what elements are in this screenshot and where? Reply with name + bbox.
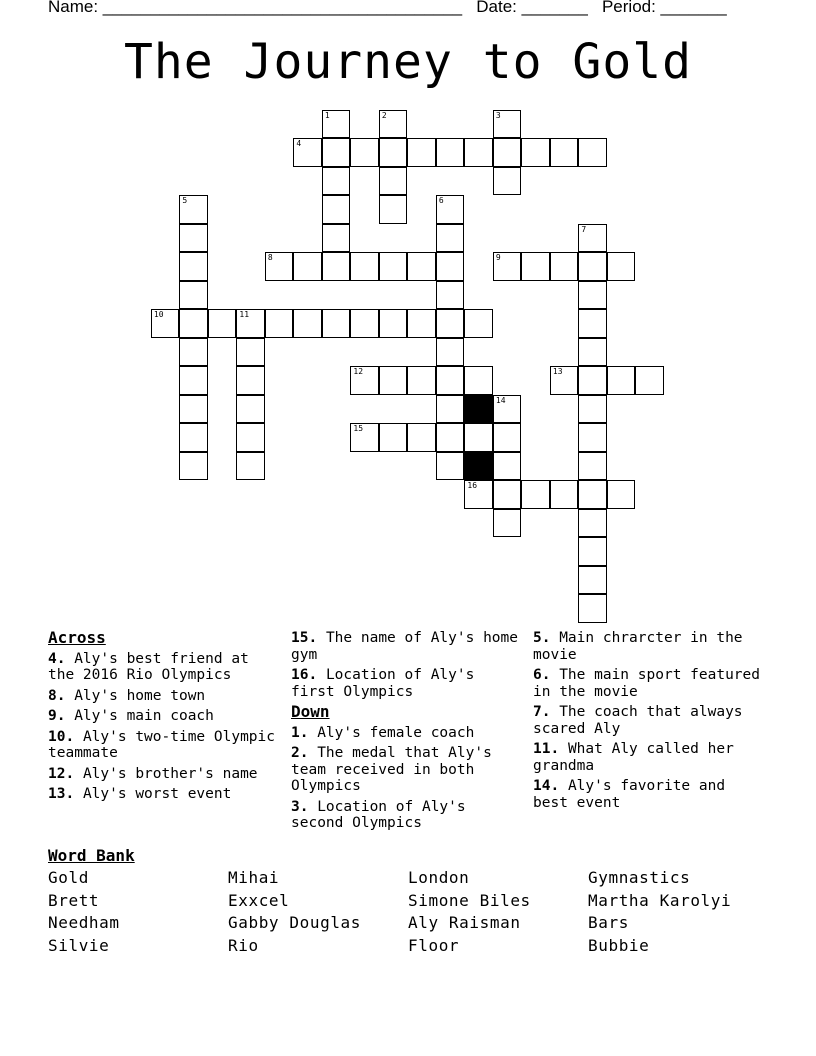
grid-cell[interactable] (464, 423, 493, 452)
grid-cell[interactable] (436, 338, 465, 367)
grid-cell[interactable] (179, 452, 208, 481)
grid-cell[interactable] (407, 252, 436, 281)
word-bank-item: Martha Karolyi (588, 890, 732, 910)
grid-cell[interactable] (578, 452, 607, 481)
grid-cell[interactable] (436, 452, 465, 481)
clue-number: 8 (267, 253, 273, 263)
grid-cell[interactable] (151, 309, 180, 338)
grid-cell[interactable] (493, 509, 522, 538)
clue-number: 4 (296, 139, 302, 149)
clue-across-9: 9. Aly's main coach (48, 708, 214, 724)
grid-cell[interactable] (493, 423, 522, 452)
clue-across-15: 15. The name of Aly's home gym (291, 630, 518, 663)
grid-cell[interactable] (407, 309, 436, 338)
grid-cell[interactable] (179, 224, 208, 253)
clue-down-5: 5. Main chrarcter in the movie (533, 630, 743, 663)
date-field[interactable]: Date: _______ (476, 0, 588, 16)
grid-cell[interactable] (379, 110, 408, 139)
grid-cell[interactable] (293, 138, 322, 167)
grid-cell[interactable] (493, 138, 522, 167)
word-bank-item: Bars (588, 913, 629, 932)
grid-cell[interactable] (578, 281, 607, 310)
grid-cell[interactable] (493, 480, 522, 509)
grid-cell[interactable] (322, 110, 351, 139)
clue-number: 2 (381, 110, 387, 120)
word-bank-item: London (408, 868, 470, 887)
word-bank-item: Needham (48, 913, 120, 932)
grid-cell[interactable] (350, 309, 379, 338)
clue-number: 5 (182, 196, 188, 206)
grid-cell[interactable] (578, 509, 607, 538)
grid-cell[interactable] (493, 452, 522, 481)
word-bank-heading: Word Bank (48, 846, 135, 865)
clue-across-8: 8. Aly's home town (48, 687, 206, 704)
clue-across-16: 16. Location of Aly's first Olympics (291, 667, 475, 700)
clue-number: 3 (495, 110, 501, 120)
clue-number: 12 (353, 367, 364, 377)
clue-number: 15 (353, 424, 364, 434)
grid-cell[interactable] (236, 366, 265, 395)
grid-cell[interactable] (635, 366, 664, 395)
clue-number: 16 (467, 481, 478, 491)
clue-down-3: 3. Location of Aly's second Olympics (291, 798, 466, 831)
grid-cell[interactable] (578, 224, 607, 253)
grid-cell[interactable] (550, 252, 579, 281)
grid-cell[interactable] (578, 366, 607, 395)
clue-across-4: 4. Aly's best friend at the 2016 Rio Olympics (48, 650, 249, 683)
word-bank-item: Brett (48, 890, 100, 910)
grid-cell[interactable] (578, 338, 607, 367)
puzzle-title: The Journey to Gold (123, 34, 693, 90)
grid-cell[interactable] (236, 452, 265, 481)
grid-cell[interactable] (265, 252, 294, 281)
clue-down-14: 14. Aly's favorite and best event (533, 778, 726, 811)
word-bank-item: Mihai (228, 868, 280, 887)
grid-cell[interactable] (436, 138, 465, 167)
down-heading: Down (291, 702, 330, 721)
grid-cell[interactable] (379, 167, 408, 196)
grid-cell[interactable] (521, 252, 550, 281)
grid-cell[interactable] (578, 480, 607, 509)
grid-cell[interactable] (265, 309, 294, 338)
blocked-cell (464, 452, 493, 481)
grid-cell[interactable] (407, 138, 436, 167)
clue-down-6: 6. The main sport featured in the movie (533, 667, 760, 700)
grid-cell[interactable] (550, 138, 579, 167)
grid-cell[interactable] (322, 138, 351, 167)
grid-cell[interactable] (379, 195, 408, 224)
grid-cell[interactable] (179, 252, 208, 281)
grid-cell[interactable] (208, 309, 237, 338)
grid-cell[interactable] (322, 167, 351, 196)
word-bank-item: Floor (408, 935, 460, 955)
grid-cell[interactable] (578, 309, 607, 338)
clue-down-2: 2. The medal that Aly's team received in both Olympics (291, 745, 492, 794)
grid-cell[interactable] (436, 224, 465, 253)
grid-cell[interactable] (236, 423, 265, 452)
grid-cell[interactable] (578, 537, 607, 566)
grid-cell[interactable] (493, 252, 522, 281)
clue-number: 7 (581, 224, 587, 234)
grid-cell[interactable] (464, 138, 493, 167)
grid-cell[interactable] (436, 309, 465, 338)
clue-across-12: 12. Aly's brother's name (48, 765, 258, 782)
clue-number: 10 (153, 310, 164, 320)
clues-column-1 (48, 630, 278, 807)
grid-cell[interactable] (464, 366, 493, 395)
blocked-cell (464, 395, 493, 424)
clue-down-1: 1. Aly's female coach (291, 724, 475, 741)
grid-cell[interactable] (350, 252, 379, 281)
grid-cell[interactable] (236, 309, 265, 338)
grid-cell[interactable] (607, 366, 636, 395)
grid-cell[interactable] (350, 366, 379, 395)
word-bank-item: Gold (48, 868, 89, 887)
grid-cell[interactable] (550, 480, 579, 509)
grid-cell[interactable] (436, 423, 465, 452)
clue-across-10: 10. Aly's two-time Olympic teammate (48, 728, 275, 761)
grid-cell[interactable] (179, 281, 208, 310)
period-field[interactable]: Period: _______ (601, 0, 727, 16)
grid-cell[interactable] (436, 252, 465, 281)
grid-cell[interactable] (293, 252, 322, 281)
across-heading: Across (48, 628, 106, 647)
clue-number: 1 (324, 110, 330, 120)
clue-number: 13 (552, 367, 563, 377)
name-field[interactable]: Name: ______________________________________ (48, 0, 463, 16)
grid-cell[interactable] (179, 338, 208, 367)
grid-cell[interactable] (350, 423, 379, 452)
grid-cell[interactable] (179, 395, 208, 424)
grid-cell[interactable] (436, 366, 465, 395)
grid-cell[interactable] (607, 480, 636, 509)
word-bank-item: Simone Biles (408, 890, 531, 910)
grid-cell[interactable] (436, 195, 465, 224)
grid-cell[interactable] (179, 309, 208, 338)
grid-cell[interactable] (179, 423, 208, 452)
grid-cell[interactable] (578, 594, 607, 623)
clue-number: 11 (239, 310, 250, 320)
grid-cell[interactable] (379, 252, 408, 281)
clues-column-3 (533, 630, 763, 815)
grid-cell[interactable] (521, 138, 550, 167)
grid-cell[interactable] (578, 395, 607, 424)
grid-cell[interactable] (293, 309, 322, 338)
grid-cell[interactable] (493, 395, 522, 424)
grid-cell[interactable] (521, 480, 550, 509)
grid-cell[interactable] (407, 366, 436, 395)
grid-cell[interactable] (578, 138, 607, 167)
word-bank-item: Exxcel (228, 890, 290, 910)
grid-cell[interactable] (550, 366, 579, 395)
grid-cell[interactable] (436, 281, 465, 310)
grid-cell[interactable] (350, 138, 379, 167)
word-bank-item: Rio (228, 935, 259, 955)
grid-cell[interactable] (236, 338, 265, 367)
grid-cell[interactable] (493, 110, 522, 139)
word-bank-item: Aly Raisman (408, 913, 521, 932)
clue-number: 6 (438, 196, 444, 206)
clue-number: 14 (495, 395, 506, 405)
grid-cell[interactable] (179, 195, 208, 224)
clue-number: 9 (495, 253, 501, 263)
grid-cell[interactable] (179, 366, 208, 395)
word-bank-item: Gymnastics (588, 868, 691, 887)
grid-cell[interactable] (407, 423, 436, 452)
grid-cell[interactable] (493, 167, 522, 196)
grid-cell[interactable] (379, 366, 408, 395)
grid-cell[interactable] (236, 395, 265, 424)
grid-cell[interactable] (379, 138, 408, 167)
grid-cell[interactable] (322, 224, 351, 253)
grid-cell[interactable] (578, 423, 607, 452)
grid-cell[interactable] (379, 423, 408, 452)
grid-cell[interactable] (578, 252, 607, 281)
grid-cell[interactable] (578, 566, 607, 595)
grid-cell[interactable] (464, 480, 493, 509)
word-bank-item: Bubbie (588, 935, 650, 955)
word-bank-item: Silvie (48, 935, 110, 955)
clue-across-13: 13. Aly's worst event (48, 786, 232, 802)
grid-cell[interactable] (322, 195, 351, 224)
grid-cell[interactable] (436, 395, 465, 424)
grid-cell[interactable] (607, 252, 636, 281)
clues-column-2 (291, 630, 521, 836)
clue-down-7: 7. The coach that always scared Aly (533, 704, 743, 737)
grid-cell[interactable] (322, 252, 351, 281)
word-bank (48, 868, 768, 955)
grid-cell[interactable] (379, 309, 408, 338)
grid-cell[interactable] (322, 309, 351, 338)
word-bank-item: Gabby Douglas (228, 913, 362, 932)
clue-down-11: 11. What Aly called her grandma (533, 741, 734, 774)
grid-cell[interactable] (464, 309, 493, 338)
